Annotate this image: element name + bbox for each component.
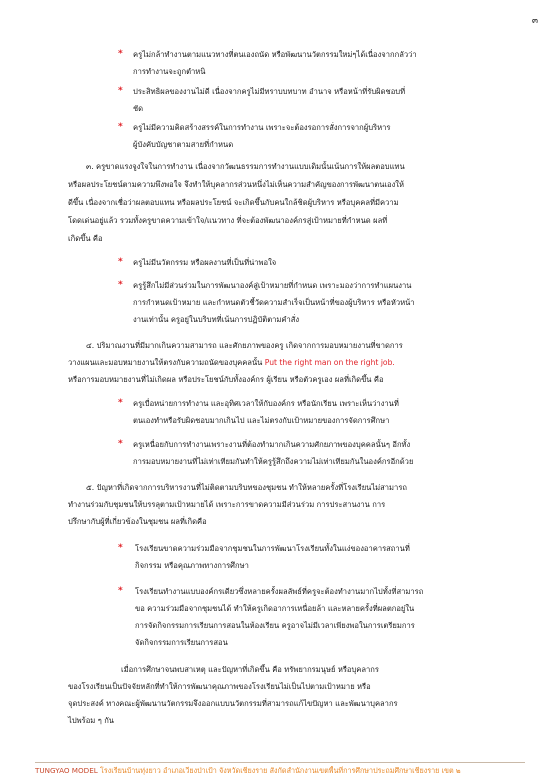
bullet-text: การทำงานจะถูกตำหนิ (133, 67, 206, 76)
bullet-text: โรงเรียนทำงานแบบองค์กรเดียวซึ่งหลายครั้งผลลัพธ์ที่ครูจะต้องทำงานมากไปทั้งที่สามารถ (135, 587, 424, 596)
footer-model-name: TUNGYAO MODEL (35, 766, 98, 775)
bullet-text: กิจกรรม หรือคุณภาพทางการศึกษา (135, 561, 249, 570)
paragraph-line: ๓. ครูขาดแรงจูงใจในการทำงาน เนื่องจากวัฒนธรรมการทำงานแบบเดิมนั้นเน้นการให้ผลตอบแทน (86, 162, 405, 171)
bullet-text: งานเท่านั้น ครูอยู่ในบริบทที่เน้นการปฏิบัติตามคำสั่ง (133, 315, 300, 324)
paragraph-line: ปรึกษากับผู้ที่เกี่ยวข้องในชุมชน ผลที่เกิดคือ (68, 517, 207, 526)
page-footer (35, 766, 535, 776)
bullet-icon: * (118, 586, 123, 596)
bullet-text: ครูไม่มีนวัตกรรม หรือผลงานที่เป็นที่น่าพอใจ (133, 258, 277, 267)
paragraph-line: ๔. ปริมาณงานที่มีมากเกินความสามารถ และศักยภาพของครู เกิดจากการมอบหมายงานที่ขาดการ (86, 341, 403, 350)
bullet-icon: * (118, 398, 123, 408)
bullet-text: การกำหนดเป้าหมาย และกำหนดตัวชี้วัดความสำเร็จเป็นหน้าที่ของผู้บริหาร หรือหัวหน้า (133, 298, 415, 307)
bullet-text: ครูเบื่อหน่ายการทำงาน และอุทิศเวลาให้กับองค์กร หรือนักเรียน เพราะเห็นว่างานที่ (133, 399, 399, 408)
paragraph-line: เมื่อการศึกษาจนพบสาเหตุ และปัญหาที่เกิดขึ้น คือ ทรัพยากรมนุษย์ หรือบุคลากร (121, 665, 379, 674)
bullet-text: ชัด (133, 104, 144, 113)
bullet-text: จัดกิจกรรมการเรียนการสอน (135, 638, 228, 647)
bullet-text: ครูไม่กล้าทำงานตามแนวทางที่ตนเองถนัด หรือพัฒนานวัตกรรมใหม่ๆได้เนื่องจากกลัวว่า (133, 50, 417, 59)
bullet-text: โรงเรียนขาดความร่วมมือจากชุมชนในการพัฒนาโรงเรียนทั้งในแง่ของอาคารสถานที่ (135, 544, 410, 553)
bullet-icon: * (118, 122, 123, 132)
paragraph-line: ของโรงเรียนเป็นปัจจัยหลักที่ทำให้การพัฒนาคุณภาพของโรงเรียนไม่เป็นไปตามเป้าหมาย หรือ (68, 682, 371, 691)
bullet-text: ผู้บังคับบัญชาตามสายที่กำหนด (133, 140, 234, 149)
bullet-text: ประสิทธิผลของงานไม่ดี เนื่องจากครูไม่มีทราบบทบาท อำนาจ หรือหน้าที่รับผิดชอบที่ (133, 87, 406, 96)
bullet-icon: * (118, 86, 123, 96)
highlight-phrase: Put the right man on the right job. (264, 358, 395, 367)
paragraph-line: หรือผลประโยชน์ตามความพึงพอใจ จึงทำให้บุคลากรส่วนหนึ่งไม่เห็นความสำคัญของการพัฒนาตนเองให้ (68, 180, 404, 189)
footer-divider (35, 762, 525, 763)
paragraph-line: หรือการมอบหมายงานที่ไม่เกิดผล หรือประโยชน์กับทั้งองค์กร ผู้เรียน หรือตัวครูเอง ผลที่เกิดขึ้น คือ (68, 375, 384, 384)
page-number: ๓ (531, 16, 538, 26)
bullet-text: การมอบหมายงานที่ไม่เท่าเทียมกันทำให้ครูรู้สึกถึงความไม่เท่าเทียมกันในองค์กรอีกด้วย (133, 457, 414, 466)
paragraph-line: ทำงานร่วมกับชุมชนให้บรรลุตามเป้าหมายได้ เพราะการขาดความมีส่วนร่วม การประสานงาน การ (68, 500, 386, 509)
paragraph-line: เกิดขึ้น คือ (68, 234, 103, 243)
bullet-text: ตนเองทำหรือรับผิดชอบมากเกินไป และไม่ตรงกับเป้าหมายของการจัดการศึกษา (133, 416, 390, 425)
paragraph-line: จุดประสงค์ ทางคณะผู้พัฒนานวัตกรรมจึงออกแบบนวัตกรรมที่สามารถแก้ไขปัญหา และพัฒนาบุคลากร (68, 699, 398, 708)
paragraph-line: ๕. ปัญหาที่เกิดจากการบริหารงานที่ไม่ติดตามบริบทของชุมชน ทำให้หลายครั้งที่โรงเรียนไม่สามารถ (86, 483, 408, 492)
bullet-text: ครูเหนื่อยกับการทำงานเพราะงานที่ต้องทำมากเกินความศักยภาพของบุคคลนั้นๆ อีกทั้ง (133, 440, 411, 449)
bullet-text: ขอ ความร่วมมือจากชุมชนได้ ทำให้ครูเกิดอาการเหนื่อยล้า และหลายครั้งที่ผลตกอยู่ใน (135, 604, 415, 613)
paragraph-line (68, 355, 395, 371)
bullet-icon: * (118, 439, 123, 449)
paragraph-line: ดีขึ้น เนื่องจากเชื่อว่าผลตอบแทน หรือผลประโยชน์ จะเกิดขึ้นกับคนใกล้ชิดผู้บริหาร หรือบุคคลที่มีความ (68, 198, 399, 207)
footer-school-text: โรงเรียนบ้านทุ่งยาว อำเภอเวียงป่าเป้า จังหวัดเชียงราย สังกัดสำนักงานเขตพื้นที่การศึกษาประถมศึกษาเชียงราย เขต ๒ (97, 766, 461, 775)
paragraph-text: วางแผนและมอบหมายงานให้ตรงกับความถนัดของบุคคลนั้น (68, 358, 265, 367)
bullet-icon: * (118, 257, 123, 267)
bullet-text: ครูไม่มีความคิดสร้างสรรค์ในการทำงาน เพราะจะต้องรอการสั่งการจากผู้บริหาร (133, 123, 391, 132)
bullet-icon: * (118, 49, 123, 59)
paragraph-line: ไปพร้อม ๆ กัน (68, 716, 114, 725)
bullet-text: การจัดกิจกรรมการเรียนการสอนในห้องเรียน ครูอาจไม่มีเวลาเพียงพอในการเตรียมการ (135, 621, 415, 630)
bullet-icon: * (118, 280, 123, 290)
bullet-icon: * (118, 543, 123, 553)
bullet-text: ครูรู้สึกไม่มีส่วนร่วมในการพัฒนาองค์สู่เป้าหมายที่กำหนด เพราะมองว่าการทำแผนงาน (133, 281, 412, 290)
paragraph-line: โดดเด่นอยู่แล้ว รวมทั้งครูขาดความเข้าใจ/แนวทาง ที่จะต้องพัฒนาองค์กรสู่เป้าหมายที่กำหนด ผลที่ (68, 216, 388, 225)
